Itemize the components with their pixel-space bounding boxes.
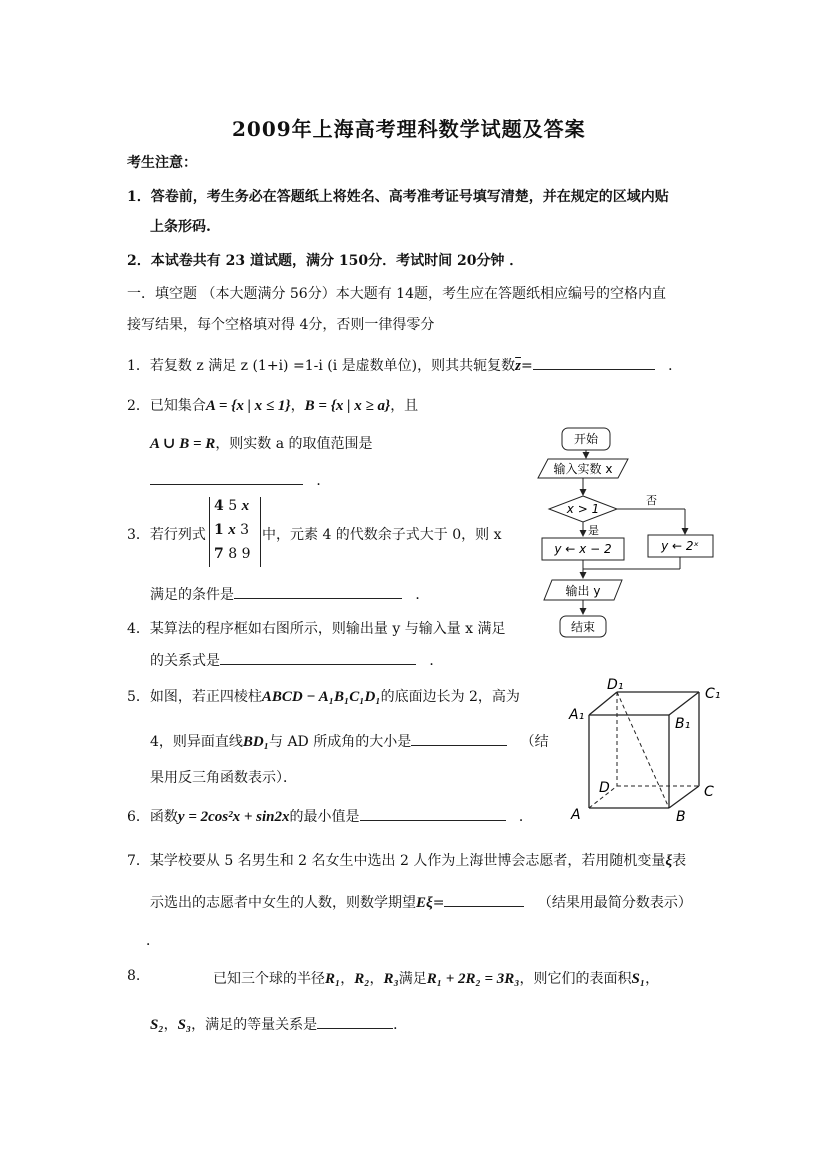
det-row <box>214 546 251 562</box>
question-number: 7． <box>127 853 150 869</box>
question-7-period: ． <box>146 933 160 949</box>
question-number: 5． <box>127 689 150 705</box>
question-number: 1． <box>127 358 150 374</box>
question-text: 函数 <box>149 809 178 825</box>
question-number: 3． <box>127 527 150 543</box>
question-text: 若复数 z 满足 z (1+i) =1-i (i 是虚数单位)，则其共轭复数 <box>149 358 516 374</box>
question-1 <box>127 355 682 375</box>
flowchart-figure <box>520 422 725 644</box>
label-b: B <box>676 809 686 825</box>
question-text: ，则它们的表面积 <box>519 971 632 987</box>
question-text: 表 <box>672 853 687 869</box>
equals-sign: = <box>432 895 445 911</box>
det-cell: 7 <box>214 546 224 562</box>
question-number: 2． <box>127 398 150 414</box>
question-2-cont <box>150 433 373 453</box>
question-text: 的关系式是 <box>150 653 220 669</box>
flow-assign-left-label: y ← x − 2 <box>554 542 612 556</box>
expectation: Eξ <box>416 895 433 911</box>
comma: ， <box>340 971 355 987</box>
question-3-cont <box>150 584 429 604</box>
set-a: A = {x | x ≤ 1} <box>205 398 291 414</box>
question-2 <box>127 395 418 415</box>
flow-no-label: 否 <box>646 494 657 507</box>
flow-input-label: 输入实数 x <box>553 462 613 476</box>
period: ． <box>415 587 430 603</box>
question-text: 满足的条件是 <box>150 587 234 603</box>
period: ． <box>518 809 533 825</box>
union-condition: A ∪ B = R <box>150 436 216 452</box>
radius-r2: R₂ <box>354 971 370 987</box>
det-cell: 4 <box>214 498 224 514</box>
question-3 <box>127 524 206 544</box>
flow-start-label: 开始 <box>573 432 599 446</box>
det-cell: x <box>241 498 250 514</box>
page-title: 2009年上海高考理科数学试题及答案 <box>232 117 586 141</box>
comma: ， <box>645 971 660 987</box>
notice-heading: 考生注意： <box>127 155 197 171</box>
answer-blank[interactable] <box>360 806 506 821</box>
area-s3: S₃ <box>177 1017 192 1033</box>
question-7 <box>127 850 686 870</box>
period: ． <box>393 1017 408 1033</box>
label-b1: B₁ <box>675 716 691 732</box>
question-text: 某学校要从 5 名男生和 2 名女生中选出 2 人作为上海世博会志愿者，若用随机变量 <box>149 853 666 869</box>
period: ． <box>316 473 331 489</box>
diagonal-bd1 <box>617 692 669 808</box>
radius-r1: R₁ <box>325 971 341 987</box>
question-text: 满足 <box>398 971 427 987</box>
answer-blank[interactable] <box>234 584 402 599</box>
det-cell: 3 <box>240 522 250 538</box>
question-text: 已知三个球的半径 <box>213 971 325 987</box>
question-text: 已知集合 <box>149 398 206 414</box>
answer-blank[interactable] <box>444 892 524 907</box>
question-7-cont <box>150 892 692 912</box>
answer-blank[interactable] <box>533 355 655 370</box>
question-text: 的底面边长为 2，高为 <box>380 689 520 705</box>
flow-output-label: 输出 y <box>565 584 601 598</box>
label-c1: C₁ <box>705 686 721 702</box>
question-text: ，满足的等量关系是 <box>191 1017 318 1033</box>
question-5-cont2: 果用反三角函数表示）． <box>150 770 297 786</box>
question-4-cont <box>150 650 443 670</box>
radius-r3: R₃ <box>383 971 399 987</box>
flow-yes-label: 是 <box>588 524 599 537</box>
notice-item-1-cont: 上条形码. <box>150 219 211 235</box>
notice-item-text: 答卷前，考生务必在答题纸上将姓名、高考准考证号填写清楚，并在规定的区域内贴 <box>150 189 669 205</box>
flow-decision-label: x > 1 <box>566 502 600 516</box>
area-s2: S₂ <box>150 1017 164 1033</box>
det-row <box>214 498 249 515</box>
period: ． <box>668 358 683 374</box>
equals-sign: = <box>520 358 533 374</box>
line-bd1: BD₁ <box>242 734 269 750</box>
question-text: 的最小值是 <box>289 809 360 825</box>
comma: ， <box>369 971 384 987</box>
answer-blank[interactable] <box>411 731 507 746</box>
notice-item-number: 1． <box>127 189 151 205</box>
question-text: 某算法的程序框如右图所示，则输出量 y 与输入量 x 满足 <box>149 621 506 637</box>
answer-blank[interactable] <box>220 650 416 665</box>
question-4 <box>127 618 506 638</box>
function-expression: y = 2cos²x + sin2x <box>177 809 290 825</box>
det-cell: 9 <box>241 546 251 562</box>
question-8-cont <box>150 1014 407 1034</box>
prism-notation: ABCD − A₁B₁C₁D₁ <box>261 689 381 705</box>
question-5-cont <box>150 731 549 751</box>
det-cell: x <box>228 522 236 538</box>
question-text: ，则实数 a 的取值范围是 <box>215 436 373 452</box>
det-cell: 8 <box>228 546 238 562</box>
random-variable-xi: ξ <box>665 853 673 869</box>
question-text: 若行列式 <box>149 527 206 543</box>
det-row <box>214 522 249 539</box>
question-text: 示选出的志愿者中女生的人数，则数学期望 <box>150 895 416 911</box>
radius-relation: R₁ + 2R₂ = 3R₃ <box>426 971 520 987</box>
answer-blank[interactable] <box>317 1014 393 1029</box>
question-8 <box>213 968 659 988</box>
edge-b1c1 <box>669 692 699 715</box>
question-text: ，且 <box>390 398 419 414</box>
question-text: 如图，若正四棱柱 <box>149 689 262 705</box>
question-3-text: 中，元素 4 的代数余子式大于 0，则 x <box>262 527 502 543</box>
question-6 <box>127 806 533 826</box>
answer-blank[interactable] <box>150 470 303 485</box>
question-2-answer <box>150 470 330 490</box>
area-s1: S₁ <box>631 971 646 987</box>
det-cell: 5 <box>228 498 238 514</box>
prism-figure <box>565 676 727 826</box>
question-text: 4，则异面直线 <box>150 734 243 750</box>
question-number: 6． <box>127 809 150 825</box>
edge-a1d1 <box>589 692 617 715</box>
comma: ， <box>290 398 305 414</box>
question-8-number: 8. <box>127 968 141 984</box>
notice-item-text: 本试卷共有 23 道试题，满分 150分．考试时间 20分钟 ． <box>150 253 524 269</box>
notice-item-2 <box>127 250 523 270</box>
determinant <box>209 497 261 567</box>
section-heading-cont: 接写结果，每个空格填对得 4分，否则一律得零分 <box>127 317 435 333</box>
period: ． <box>429 653 444 669</box>
label-a: A <box>571 807 581 823</box>
section-heading: 一．填空题 （本大题满分 56分）本大题有 14题，考生应在答题纸相应编号的空格内直 <box>127 286 666 302</box>
label-d: D <box>599 780 610 796</box>
flow-end-label: 结束 <box>570 620 596 634</box>
flow-assign-right-label: y ← 2ˣ <box>661 539 699 553</box>
question-text: 与 AD 所成角的大小是 <box>269 734 412 750</box>
question-number: 4． <box>127 621 150 637</box>
edge-bc <box>669 786 699 808</box>
question-text: （结 <box>520 734 549 750</box>
question-5 <box>127 686 520 706</box>
question-text: （结果用最简分数表示） <box>537 895 692 911</box>
comma: ， <box>163 1017 178 1033</box>
label-d1: D₁ <box>607 677 624 693</box>
notice-item-number: 2． <box>127 253 151 269</box>
label-c: C <box>704 784 714 800</box>
notice-item-1 <box>127 186 669 206</box>
conjugate-z: $\overline{z}$ <box>515 358 521 374</box>
det-cell: 1 <box>214 522 224 538</box>
set-b: B = {x | x ≥ a} <box>304 398 391 414</box>
label-a1: A₁ <box>569 707 585 723</box>
